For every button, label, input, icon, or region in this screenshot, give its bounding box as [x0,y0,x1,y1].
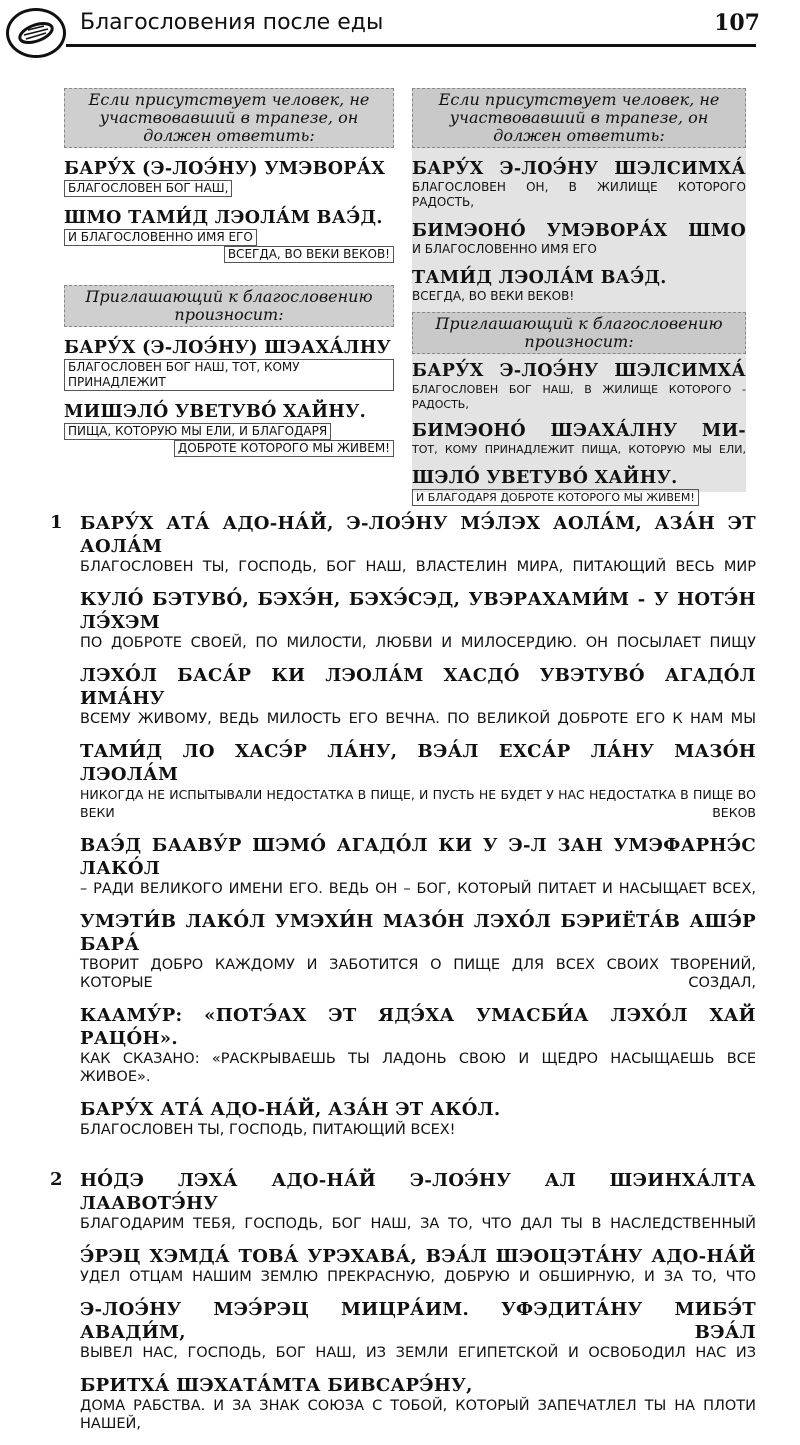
transliteration-line: БАРУ́Х Э-ЛОЭ́НУ ШЭЛСИМХА́ [412,361,746,381]
translation-line: ДОБРОТЕ КОТОРОГО МЫ ЖИВЕМ! [174,440,394,457]
translation-line: ВСЕМУ ЖИВОМУ, ВЕДЬ МИЛОСТЬ ЕГО ВЕЧНА. ПО ВЕЛИКОЙ ДОБРОТЕ ЕГО К НАМ МЫ [80,711,756,727]
transliteration-line: ШЭЛО́ УВЕТУВО́ ХАЙНУ. [412,468,678,488]
transliteration-line: УМЭТИ́В ЛАКО́Л УМЭХИ́Н МАЗО́Н ЛЭХО́Л БЭРИЁТА́В АШЭ́Р БАРА́ [80,911,756,955]
transliteration-line: БИМЭОНО́ ШЭАХА́ЛНУ МИ- [412,421,746,441]
paragraph-2 [50,1169,756,1433]
instruction-note: Если присутствует человек, не участвовавший в трапезе, он должен ответить: [64,88,394,148]
transliteration-line: БАРУ́Х Э-ЛОЭ́НУ ШЭЛСИМХА́ [412,159,746,179]
transliteration-line: ШМО ТАМИ́Д ЛЭОЛА́М ВАЭ́Д. [64,208,383,228]
translation-line: ДОМА РАБСТВА. И ЗА ЗНАК СОЮЗА С ТОБОЙ, КОТОРЫЙ ЗАПЕЧАТЛЕЛ ТЫ НА ПЛОТИ НАШЕЙ, [80,1398,756,1432]
transliteration-line: Э-ЛОЭ́НУ МЭЭ́РЭЦ МИЦРА́ИМ. УФЭДИТА́НУ МИБЭ́Т АВАДИ́М, ВЭА́Л [80,1299,756,1343]
translation-line: И БЛАГОСЛОВЕННО ИМЯ ЕГО [412,242,597,256]
translation-line: ПИЩА, КОТОРУЮ МЫ ЕЛИ, И БЛАГОДАРЯ [64,423,331,440]
paragraph-1 [50,512,756,1139]
translation-line: БЛАГОСЛОВЕН ТЫ, ГОСПОДЬ, БОГ НАШ, ВЛАСТЕЛИН МИРА, ПИТАЮЩИЙ ВЕСЬ МИР [80,559,756,575]
transliteration-line: БАРУ́Х (Э-ЛОЭ́НУ) УМЭВОРА́Х [64,159,386,179]
page-header [0,0,800,58]
translation-line: ПО ДОБРОТЕ СВОЕЙ, ПО МИЛОСТИ, ЛЮБВИ И МИЛОСЕРДИЮ. ОН ПОСЫЛАЕТ ПИЩУ [80,635,756,651]
translation-line: ТВОРИТ ДОБРО КАЖДОМУ И ЗАБОТИТСЯ О ПИЩЕ ДЛЯ ВСЕХ СВОИХ ТВОРЕНИЙ, КОТОРЫЕ СОЗДАЛ, [80,957,756,991]
translation-line: И БЛАГОСЛОВЕННО ИМЯ ЕГО [64,229,257,246]
translation-line: БЛАГОСЛОВЕН БОГ НАШ, В ЖИЛИЩЕ КОТОРОГО - РАДОСТЬ, [412,383,746,411]
main-text [50,512,756,1445]
translation-line: И БЛАГОДАРЯ ДОБРОТЕ КОТОРОГО МЫ ЖИВЕМ! [412,489,699,506]
transliteration-line: КУЛО́ БЭТУВО́, БЭХЭ́Н, БЭХЭ́СЭД, УВЭРАХАМИ́М - У НОТЭ́Н ЛЭ́ХЭМ [80,589,756,633]
instruction-note: Приглашающий к благословению произносит: [412,312,746,354]
transliteration-line: БАРУ́Х АТА́ АДО-НА́Й, АЗА́Н ЭТ АКО́Л. [80,1099,501,1120]
transliteration-line: КААМУ́Р: «ПОТЭ́АХ ЭТ ЯДЭ́ХА УМАСБИ́А ЛЭХО́Л ХАЙ РАЦО́Н». [80,1005,756,1049]
transliteration-line: ЛЭХО́Л БАСА́Р КИ ЛЭОЛА́М ХАСДО́ УВЭТУВО́ АГАДО́Л ИМА́НУ [80,665,756,709]
translation-line: БЛАГОСЛОВЕН ТЫ, ГОСПОДЬ, ПИТАЮЩИЙ ВСЕХ! [80,1122,456,1138]
translation-line: КАК СКАЗАНО: «РАСКРЫВАЕШЬ ТЫ ЛАДОНЬ СВОЮ И ЩЕДРО НАСЫЩАЕШЬ ВСЕ ЖИВОЕ». [80,1051,756,1085]
translation-line: НИКОГДА НЕ ИСПЫТЫВАЛИ НЕДОСТАТКА В ПИЩЕ, И ПУСТЬ НЕ БУДЕТ У НАС НЕДОСТАТКА В ПИЩЕ ВО ВЕКИ ВЕКОВ [80,787,756,820]
instruction-note: Приглашающий к благословению произносит: [64,285,394,327]
transliteration-line: ТАМИ́Д ЛЭОЛА́М ВАЭ́Д. [412,268,667,288]
transliteration-line: ТАМИ́Д ЛО ХАСЭ́Р ЛА́НУ, ВЭА́Л ЕХСА́Р ЛА́НУ МАЗО́Н ЛЭОЛА́М [80,741,756,785]
transliteration-line: БРИТХА́ ШЭХАТА́МТА БИВСАРЭ́НУ, [80,1375,473,1396]
translation-line: БЛАГОСЛОВЕН БОГ НАШ, ТОТ, КОМУ ПРИНАДЛЕЖИТ [64,359,394,391]
translation-line: ВЫВЕЛ НАС, ГОСПОДЬ, БОГ НАШ, ИЗ ЗЕМЛИ ЕГИПЕТСКОЙ И ОСВОБОДИЛ НАС ИЗ [80,1345,756,1361]
page-title: Благословения после еды [80,10,384,35]
translation-line: – РАДИ ВЕЛИКОГО ИМЕНИ ЕГО. ВЕДЬ ОН – БОГ, КОТОРЫЙ ПИТАЕТ И НАСЫЩАЕТ ВСЕХ, [80,881,756,897]
paragraph-number: 2 [50,1169,63,1190]
transliteration-line: НО́ДЭ ЛЭХА́ АДО-НА́Й Э-ЛОЭ́НУ АЛ ШЭИНХА́ЛТА ЛААВОТЭ́НУ [80,1170,756,1214]
translation-line: УДЕЛ ОТЦАМ НАШИМ ЗЕМЛЮ ПРЕКРАСНУЮ, ДОБРУЮ И ОБШИРНУЮ, И ЗА ТО, ЧТО [80,1269,756,1285]
transliteration-line: БАРУ́Х (Э-ЛОЭ́НУ) ШЭАХА́ЛНУ [64,338,392,358]
left-column [64,88,394,457]
translation-line: ВСЕГДА, ВО ВЕКИ ВЕКОВ! [224,246,394,263]
translation-line: БЛАГОСЛОВЕН ОН, В ЖИЛИЩЕ КОТОРОГО РАДОСТЬ, [412,180,746,209]
transliteration-line: БАРУ́Х АТА́ АДО-НА́Й, Э-ЛОЭ́НУ МЭ́ЛЭХ АОЛА́М, АЗА́Н ЭТ АОЛА́М [80,513,756,557]
translation-line: ВСЕГДА, ВО ВЕКИ ВЕКОВ! [412,289,575,303]
page-number: 107 [714,10,760,36]
transliteration-line: БИМЭОНО́ УМЭВОРА́Х ШМО [412,221,746,241]
bread-loaf-icon [6,8,66,58]
right-column [412,88,746,504]
translation-line: БЛАГОСЛОВЕН БОГ НАШ, [64,180,232,197]
transliteration-line: ВАЭ́Д БААВУ́Р ШЭМО́ АГАДО́Л КИ У Э-Л ЗАН УМЭФАРНЭ́С ЛАКО́Л [80,835,756,879]
translation-line: ТОТ, КОМУ ПРИНАДЛЕЖИТ ПИЩА, КОТОРУЮ МЫ ЕЛИ, [412,443,746,456]
transliteration-line: Э́РЭЦ ХЭМДА́ ТОВА́ УРЭХАВА́, ВЭА́Л ШЭОЦЭТА́НУ АДО-НА́Й [80,1246,756,1267]
translation-line: БЛАГОДАРИМ ТЕБЯ, ГОСПОДЬ, БОГ НАШ, ЗА ТО, ЧТО ДАЛ ТЫ В НАСЛЕДСТВЕННЫЙ [80,1216,756,1232]
paragraph-number: 1 [50,512,63,533]
header-divider [66,44,756,47]
instruction-note: Если присутствует человек, не участвовавший в трапезе, он должен ответить: [412,88,746,148]
transliteration-line: МИШЭЛО́ УВЕТУВО́ ХАЙНУ. [64,402,367,422]
